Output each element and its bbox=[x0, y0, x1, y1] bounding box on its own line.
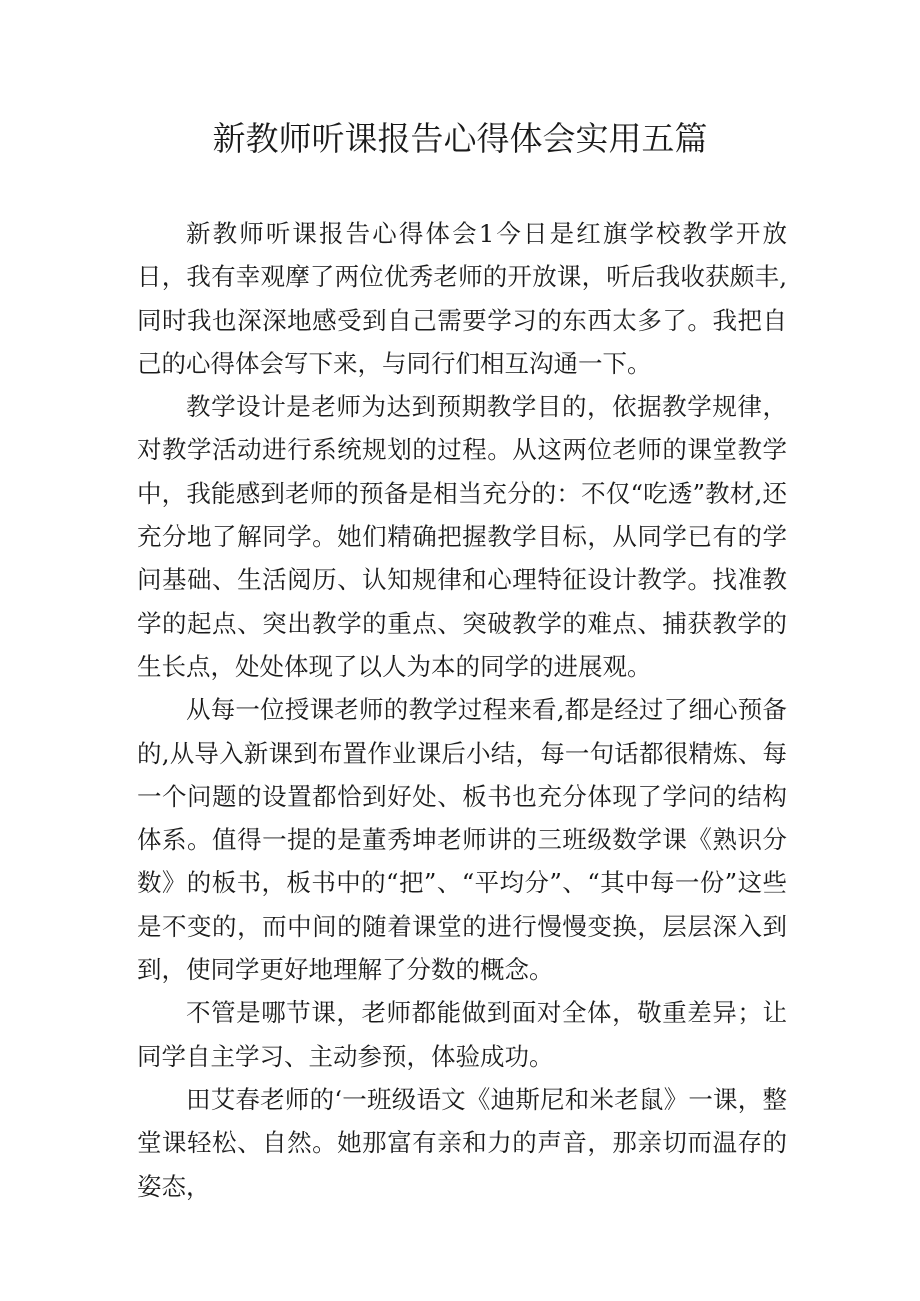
paragraph-1: 新教师听课报告心得体会1今日是红旗学校教学开放日，我有幸观摩了两位优秀老师的开放课，听后我收获颇丰,同时我也深深地感受到自己需要学习的东西太多了。我把自己的心得体会写下来，与同行们相互沟通一下。 bbox=[137, 219, 787, 378]
document-body bbox=[137, 212, 787, 1208]
paragraph-2: 教学设计是老师为达到预期教学目的，依据教学规律，对教学活动进行系统规划的过程。从这两位老师的课堂教学中，我能感到老师的预备是相当充分的：不仅“吃透”教材,还充分地了解同学。她们精确把握教学目标，从同学已有的学问基础、生活阅历、认知规律和心理特征设计教学。找准教学的起点、突出教学的重点、突破教学的难点、捕获教学的生长点，处处体现了以人为本的同学的进展观。 bbox=[137, 392, 787, 681]
document-title: 新教师听课报告心得体会实用五篇 bbox=[212, 119, 708, 158]
paragraph-3: 从每一位授课老师的教学过程来看,都是经过了细心预备的,从导入新课到布置作业课后小结，每一句话都很精炼、每一个问题的设置都恰到好处、板书也充分体现了学问的结构体系。值得一提的是董秀坤老师讲的三班级数学课《熟识分数》的板书，板书中的“把”、“平均分”、“其中每一份”这些是不变的，而中间的随着课堂的进行慢慢变换，层层深入到到，使同学更好地理解了分数的概念。 bbox=[137, 695, 787, 985]
paragraph-5: 田艾春老师的‘一班级语文《迪斯尼和米老鼠》一课，整堂课轻松、自然。她那富有亲和力的声音，那亲切而温存的姿态， bbox=[137, 1084, 787, 1201]
paragraph-4: 不管是哪节课，老师都能做到面对全体，敬重差异；让同学自主学习、主动参预，体验成功。 bbox=[137, 998, 787, 1071]
